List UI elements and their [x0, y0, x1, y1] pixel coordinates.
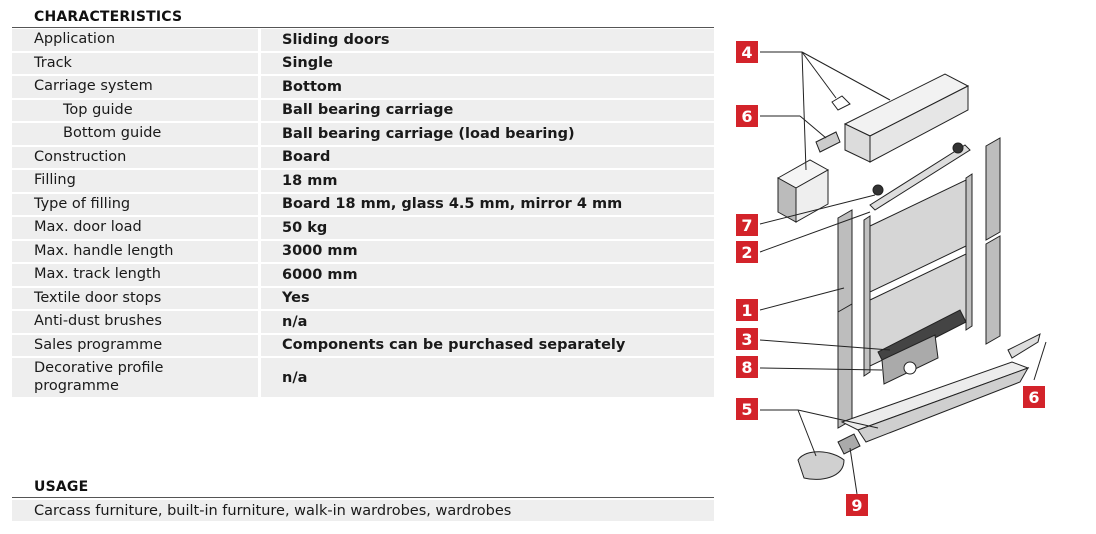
row-label: Max. door load	[12, 217, 258, 239]
row-label: Application	[12, 29, 258, 51]
callout-7: 7	[736, 214, 758, 236]
diagram-illustration	[720, 30, 1096, 530]
callout-6: 6	[736, 105, 758, 127]
callout-6-bottom: 6	[1023, 386, 1045, 408]
table-row	[12, 170, 714, 192]
row-label: Top guide	[12, 100, 258, 122]
table-row	[12, 264, 714, 286]
table-row	[12, 217, 714, 239]
characteristics-divider	[12, 27, 714, 28]
row-value: Yes	[261, 288, 714, 310]
table-row	[12, 76, 714, 98]
characteristics-title: CHARACTERISTICS	[34, 9, 183, 25]
row-label: Decorative profile programme	[12, 358, 204, 397]
usage-title: USAGE	[34, 479, 89, 495]
row-value: Sliding doors	[261, 29, 714, 51]
table-row	[12, 194, 714, 216]
callout-5: 5	[736, 398, 758, 420]
table-row	[12, 241, 714, 263]
table-row	[12, 288, 714, 310]
exploded-diagram	[720, 30, 1096, 530]
table-row	[12, 53, 714, 75]
usage-divider	[12, 497, 714, 498]
row-label: Max. handle length	[12, 241, 258, 263]
row-label: Type of filling	[12, 194, 258, 216]
row-label: Construction	[12, 147, 258, 169]
row-label: Carriage system	[12, 76, 258, 98]
callout-9: 9	[846, 494, 868, 516]
row-label: Textile door stops	[12, 288, 258, 310]
row-value: Board	[261, 147, 714, 169]
table-row	[12, 29, 714, 51]
row-value: 50 kg	[261, 217, 714, 239]
row-value: 3000 mm	[261, 241, 714, 263]
table-row	[12, 147, 714, 169]
row-label: Anti-dust brushes	[12, 311, 258, 333]
table-row	[12, 335, 714, 357]
callout-4: 4	[736, 41, 758, 63]
characteristics-table	[12, 29, 714, 399]
row-value: Single	[261, 53, 714, 75]
row-value: Components can be purchased separately	[261, 335, 714, 357]
row-value: Bottom	[261, 76, 714, 98]
callout-2: 2	[736, 241, 758, 263]
callout-3: 3	[736, 328, 758, 350]
row-label: Max. track length	[12, 264, 258, 286]
row-value: n/a	[261, 311, 714, 333]
table-row	[12, 358, 714, 397]
row-value: n/a	[261, 358, 714, 397]
row-value: 6000 mm	[261, 264, 714, 286]
table-row	[12, 311, 714, 333]
table-row	[12, 100, 714, 122]
row-label: Sales programme	[12, 335, 258, 357]
row-label: Bottom guide	[12, 123, 258, 145]
usage-text: Carcass furniture, built-in furniture, walk-in wardrobes, wardrobes	[12, 500, 714, 521]
row-value: Ball bearing carriage (load bearing)	[261, 123, 714, 145]
row-label: Track	[12, 53, 258, 75]
row-label: Filling	[12, 170, 258, 192]
row-value: Board 18 mm, glass 4.5 mm, mirror 4 mm	[261, 194, 714, 216]
row-value: 18 mm	[261, 170, 714, 192]
row-value: Ball bearing carriage	[261, 100, 714, 122]
callout-8: 8	[736, 356, 758, 378]
callout-1: 1	[736, 299, 758, 321]
table-row	[12, 123, 714, 145]
